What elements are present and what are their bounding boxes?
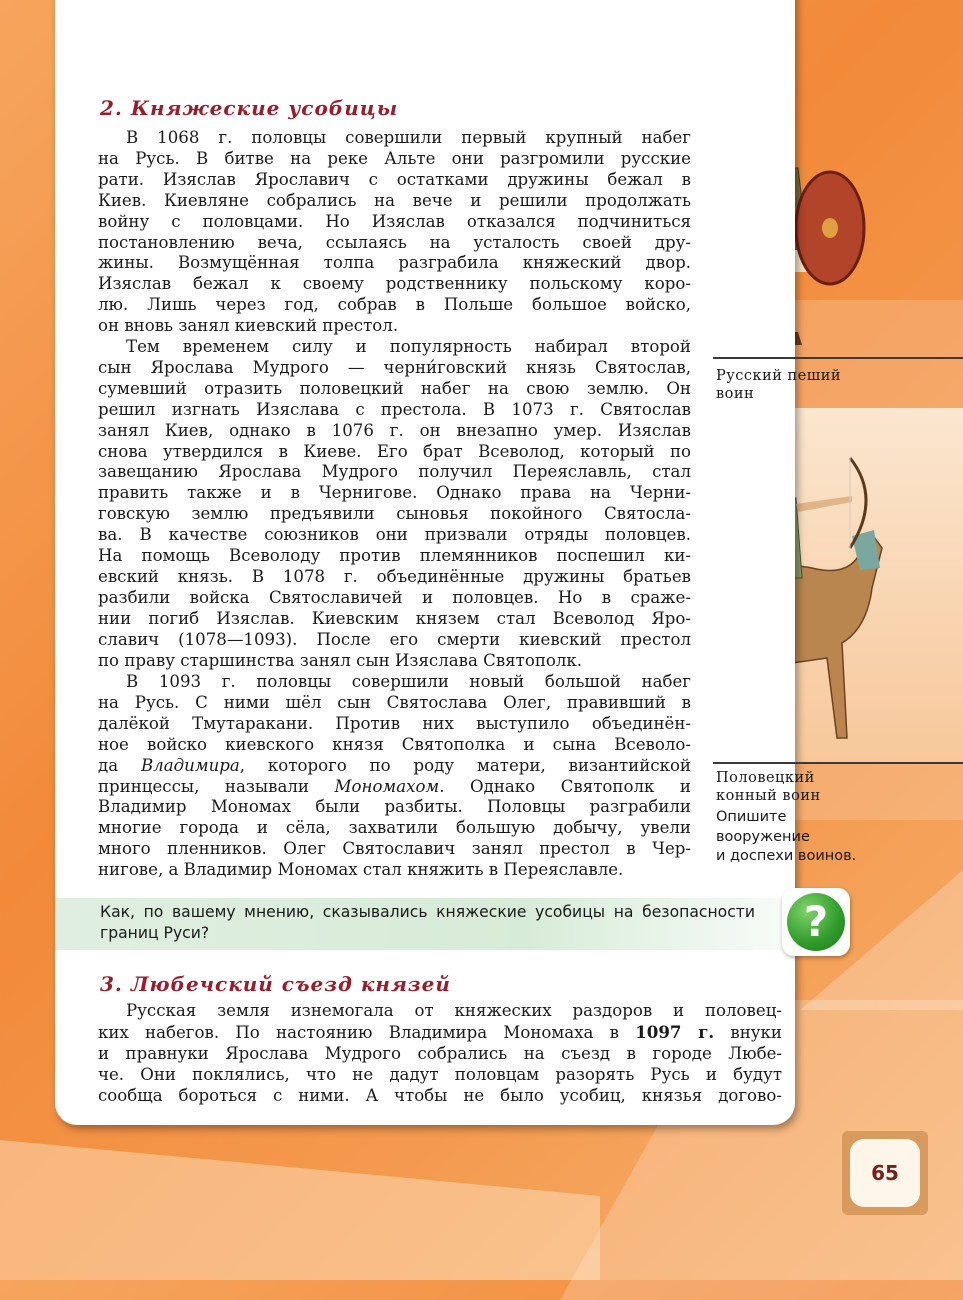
text-line: В 1093 г. половцы совершили новый большой набег [126,672,691,691]
text-line: ное войско киевского князя Святополка и сына Всеволо- [98,734,691,754]
text-line: рати. Изяслав Ярославич с остатками дружины бежал в [98,169,691,189]
text-line: говскую землю предъявили сыновья покойного Святосла- [98,504,691,524]
text-line: Русская земля изнемогала от княжеских раздоров и половец- [126,1001,782,1020]
paragraph-3 [70,672,691,881]
foot-warrior-caption: Русский пеший воин [716,368,842,402]
horse-warrior-caption: Половецкий конный воин [716,770,821,804]
text-line: далёкой Тмутаракани. Против них выступило объединён- [98,713,691,733]
section-3-title: 3. Любечский съезд князей [100,972,451,996]
text-line: сумевший отразить половецкий набег на свою землю. Он [98,378,691,398]
text-line: Киев. Киевляне собрались на вече и решили продолжать [98,190,691,210]
text-line: че. Они поклялись, что не дадут половцам разорять Русь и будут [98,1064,782,1084]
question-mark-icon: ? [787,893,845,951]
text-line: многие города и сёла, захватили большую добычу, увели [98,818,691,838]
paragraph-2 [70,337,691,672]
text-line: войну с половцами. Но Изяслав отказался подчиниться [98,211,691,231]
text-line: жины. Возмущённая толпа разграбила княжеский двор. [98,253,691,273]
page-number: 65 [850,1139,920,1207]
bold-date: 1097 г. [635,1021,715,1042]
text-line: нигове, а Владимир Мономах стал княжить в Переяславле. [98,860,624,880]
text-line: править также и в Чернигове. Однако права на Черни- [98,483,691,503]
caption-divider [713,762,963,764]
text-line: решил изгнать Изяслава с престола. В 1073 г. Святослав [98,399,691,419]
text-line: на Русь. С ними шёл сын Святослава Олег, правивший в [98,692,691,712]
text-line: разбили войска Святославичей и половцев. Но в сраже- [98,587,691,607]
text-line: много пленников. Олег Святославич занял престол в Чер- [98,839,691,859]
question-text: Как, по вашему мнению, сказывались княжеские усобицы на безопасности границ Руси? [100,903,755,942]
text-line: ва. В качестве союзников они призвали отряды половцев. [98,525,691,545]
text-line: он вновь занял киевский престол. [98,316,399,336]
text-line: На помощь Всеволоду против племянников поспешил ки- [98,546,691,566]
text-line: занял Киев, однако в 1076 г. он внезапно умер. Изяслав [98,420,691,440]
section-2-title: 2. Княжеские усобицы [100,96,399,120]
text-line: постановлению веча, ссылаясь на усталость своей дру- [98,232,691,252]
text-line: В 1068 г. половцы совершили первый крупный набег [126,128,691,147]
text-line: славич (1078—1093). После его смерти киевский престол [98,629,691,649]
paragraph-4 [70,1001,782,1107]
text-line: ких набегов. По настоянию Владимира Мономаха в 1097 г. внуки [98,1021,782,1042]
background-shape [0,1140,600,1280]
text-line: сын Ярослава Мудрого — черни́говский князь Святослав, [98,357,691,377]
question-icon [782,888,850,956]
text-line: и правнуки Ярослава Мудрого собрались на съезд в городе Любе- [98,1043,782,1063]
text-line: по праву старшинства занял сын Изяслава Святополк. [98,650,583,670]
text-line: на Русь. В битве на реке Альте они разгромили русские [98,148,691,168]
text-line: лю. Лишь через год, собрав в Польше большое войско, [98,295,691,315]
text-line: снова утвердился в Киеве. Его брат Всеволод, который по [98,441,691,461]
text-line: нии погиб Изяслав. Киевским князем стал Всеволод Яро- [98,608,691,628]
text-line: Тем временем силу и популярность набирал второй [126,337,691,356]
emphasis-monomakh: Мономахом [334,776,440,796]
emphasis-vladimir: Владимира [140,755,240,775]
illustration-task: Опишите вооружение и доспехи воинов. [716,809,857,864]
text-line: сообща бороться с ними. А чтобы не было усобиц, князья догово- [98,1085,782,1105]
text-line: евский князь. В 1078 г. объединённые дружины братьев [98,566,691,586]
text-line: да Владимира, которого по роду матери, византийской [98,755,691,775]
text-line: принцессы, называли Мономахом. Однако Святополк и [98,776,691,796]
text-line: завещанию Ярослава Мудрого получил Переяславль, стал [98,462,691,482]
text-line: Изяслав бежал к своему родственнику польскому коро- [98,274,691,294]
text-line: Владимир Мономах были разбиты. Половцы разграбили [98,797,691,817]
paragraph-1 [70,128,691,337]
caption-divider [713,357,963,359]
